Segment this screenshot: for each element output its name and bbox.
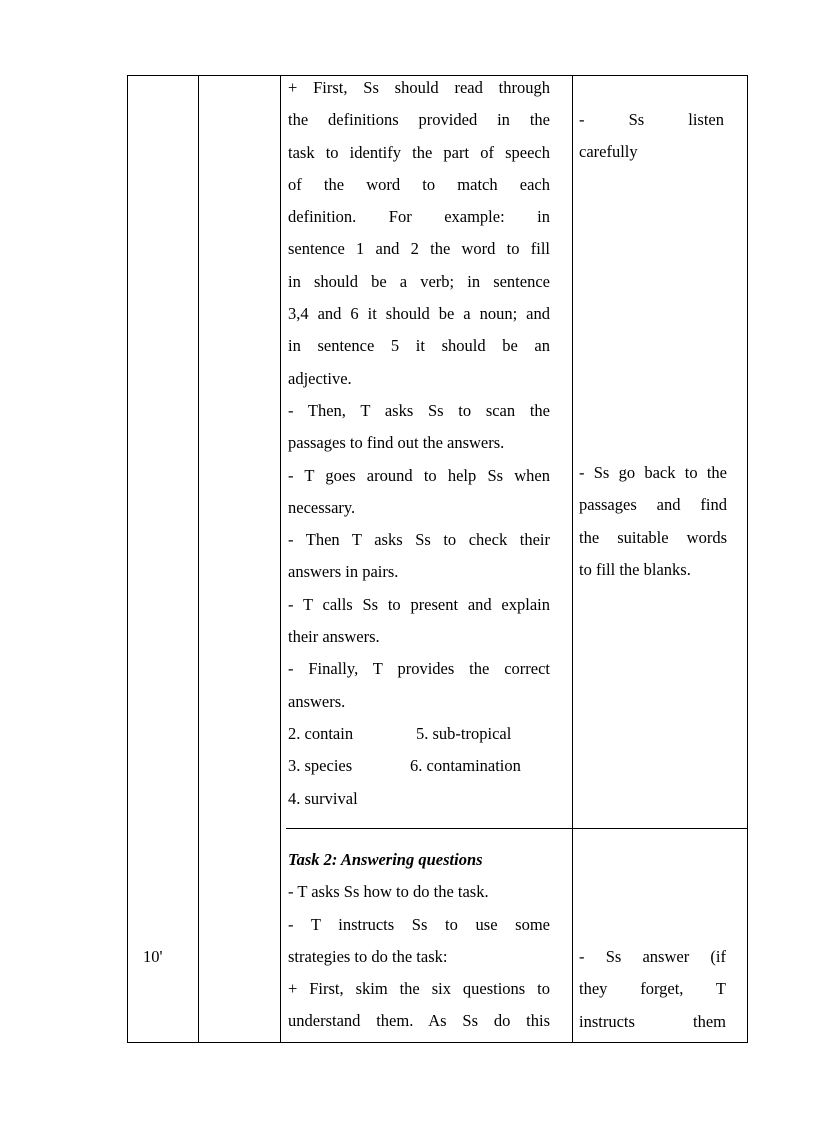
text-line: in sentence 5 it should be an (288, 336, 550, 356)
text-line: passages to find out the answers. (288, 433, 505, 453)
text-line: instructs them (579, 1011, 726, 1031)
text-line: - T asks Ss how to do the task. (288, 882, 489, 902)
table-border-right (747, 75, 748, 1043)
answer-right: 5. sub-tropical (416, 723, 512, 743)
text-line: definition. For example: in (288, 207, 550, 227)
answer-row (288, 718, 550, 750)
student-activities-2 (579, 457, 727, 586)
student-activities-1 (579, 104, 724, 169)
answer-left: 3. species (288, 756, 353, 776)
text-line: strategies to do the task: (288, 946, 448, 966)
text-line: - Ss answer (if (579, 947, 726, 966)
text-line: adjective. (288, 368, 352, 388)
text-line: - T calls Ss to present and explain (288, 594, 550, 614)
teacher-activities-lower (288, 844, 550, 1038)
column-divider-3 (572, 75, 573, 1043)
table-border-bottom (127, 1042, 748, 1043)
time-label: 10' (143, 947, 163, 966)
text-line: task to identify the part of speech (288, 142, 550, 162)
text-line: the definitions provided in the (288, 110, 550, 130)
text-line: the suitable words (579, 527, 727, 547)
answer-left: 4. survival (288, 788, 358, 808)
text-line: their answers. (288, 627, 380, 647)
text-line: sentence 1 and 2 the word to fill (288, 239, 550, 259)
text-line: + First, skim the six questions to (288, 979, 550, 999)
column-divider-1 (198, 75, 199, 1043)
text-line: answers in pairs. (288, 562, 399, 582)
text-line: - Then, T asks Ss to scan the (288, 400, 550, 420)
text-line: - Ss go back to the (579, 463, 727, 482)
text-line: understand them. As Ss do this (288, 1011, 550, 1031)
table-border-left (127, 75, 128, 1043)
text-line: - T goes around to help Ss when (288, 465, 550, 485)
answer-right: 6. contamination (410, 756, 521, 776)
text-line: carefully (579, 142, 638, 162)
text-line: 3,4 and 6 it should be a noun; and (288, 304, 550, 324)
text-line: answers. (288, 691, 346, 711)
teacher-activities-upper (288, 72, 550, 815)
text-line: of the word to match each (288, 174, 550, 194)
answer-left: 2. contain (288, 723, 354, 743)
answer-row (288, 750, 550, 782)
text-line: to fill the blanks. (579, 559, 691, 579)
text-line: - Finally, T provides the correct (288, 659, 550, 679)
row-divider (286, 828, 748, 829)
text-line: they forget, T (579, 979, 726, 999)
column-divider-2 (280, 75, 281, 1043)
text-line: - T instructs Ss to use some (288, 914, 550, 934)
text-line: - Ss listen (579, 110, 724, 129)
task2-heading: Task 2: Answering questions (288, 850, 483, 869)
text-line: in should be a verb; in sentence (288, 271, 550, 291)
student-activities-3 (579, 941, 726, 1038)
text-line: - Then T asks Ss to check their (288, 530, 550, 550)
text-line: passages and find (579, 495, 727, 515)
text-line: necessary. (288, 497, 356, 517)
time-cell (143, 941, 162, 973)
answer-row (288, 783, 550, 815)
text-line: + First, Ss should read through (288, 78, 550, 97)
